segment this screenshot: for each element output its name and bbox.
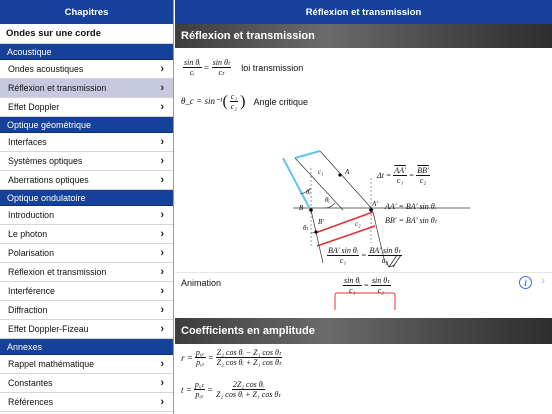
sidebar-item-label: Références [8,397,53,407]
sidebar-item-label: Effet Doppler [8,102,60,112]
sidebar-item[interactable] [0,133,173,152]
wavefront-diagram [175,48,552,310]
formula-aa: AA′ = BA′ sin θᵢ [385,202,436,211]
formula-r: r = $\frac{\text{p₀ᵣ}}{\text{p₀ᵢ}}$ = $\frac{\text{Z₂ cos θᵢ − Z₁ cos θₜ}}{\text{Z₂ cos θᵢ + Z₁ cos θₜ}}$ [181,348,282,367]
chevron-right-icon: › [160,396,164,408]
sidebar-item-label: Effet Doppler-Fizeau [8,324,89,334]
fraction: $\frac{\text{c₁}}{\text{c₂}}$ [230,92,238,111]
sidebar-item-ondes-corde[interactable] [0,24,173,44]
label-theta-i: θᵢ [306,188,311,196]
sidebar-item[interactable] [0,393,173,412]
sidebar-item-label: Réflexion et transmission [8,267,107,277]
formula-critical-angle: θ_c = sin⁻¹ ( $\frac{\text{c₁}}{\text{c₂}}$ ) Angle critique [181,92,308,111]
sidebar-item-label: Introduction [8,210,54,220]
sidebar-item[interactable] [0,225,173,244]
chevron-right-icon: › [160,358,164,370]
label-c1: c₁ [318,168,324,176]
point-A [338,173,341,176]
fraction: $\frac{\text{sin θᵢ}}{\text{cᵢ}}$ [184,58,201,77]
incident-ray [295,158,343,210]
section-banner-coefficients: Coefficients en amplitude [175,318,552,344]
chevron-right-icon: › [541,275,545,287]
sidebar-title: Chapitres [0,0,173,24]
label-B: B [299,204,304,212]
chevron-right-icon: › [160,209,164,221]
chevron-right-icon: › [160,285,164,297]
result-box [335,293,395,310]
formula-delta-t: Δt = $\frac{AA'}{\text{c₁}}$ = $\frac{BB'}{\text{c₂}}$ [377,166,429,185]
chevron-right-icon: › [160,174,164,186]
sidebar-section-header: Acoustique [0,44,173,60]
sidebar-item[interactable] [0,152,173,171]
section-banner-reflexion: Réflexion et transmission [175,24,552,48]
sidebar-item[interactable] [0,244,173,263]
formula-boxed: $\frac{\text{sin θᵢ}}{\text{c₁}}$ = $\frac{\text{sin θₜ}}{\text{c₂}}$ [344,276,390,295]
sidebar-section-header: Annexes [0,339,173,355]
sidebar-item-label: Ondes sur une corde [6,28,102,39]
formula-label: loi transmission [241,62,304,73]
chevron-right-icon: › [160,63,164,75]
sidebar-item[interactable] [0,171,173,190]
sidebar-item-label: Polarisation [8,248,54,258]
sidebar-item[interactable] [0,374,173,393]
label-theta-t: θₜ [303,224,309,232]
sidebar-item[interactable] [0,320,173,339]
sidebar-item[interactable] [0,79,173,98]
chevron-right-icon: › [160,155,164,167]
point-B [309,208,313,212]
formula-bb: BB′ = BA′ sin θₜ [385,216,438,225]
animation-row[interactable] [175,272,552,292]
formula-label: Angle critique [253,96,308,107]
reflexion-content [175,48,552,310]
sidebar-item[interactable] [0,282,173,301]
formula-t: t = $\frac{\text{p₀ₜ}}{\text{p₀ᵢ}}$ = $\frac{\text{2Z₂ cos θᵢ}}{\text{Z₂ cos θᵢ + Z₁ cos θₜ}}$ [181,380,281,399]
sidebar-item-label: Interférence [8,286,55,296]
label-c2: c₂ [355,220,361,228]
sidebar-item-label: Le photon [8,229,48,239]
sidebar-item-label: Interfaces [8,137,47,147]
chapters-sidebar [0,0,174,414]
sidebar-item-label: Réflexion et transmission [8,83,107,93]
point-Bp [314,230,317,233]
formula-equal-time: $\frac{\text{BA′ sin θᵢ}}{\text{c₁}}$ = $\frac{\text{BA′ sin θₜ}}{\text{c₂}}$ [328,246,401,265]
chevron-right-icon: › [160,323,164,335]
sidebar-item-label: Constantes [8,378,53,388]
chevron-right-icon: › [160,304,164,316]
sidebar-item[interactable] [0,60,173,79]
chevron-right-icon: › [160,247,164,259]
sidebar-item[interactable] [0,355,173,374]
sidebar-item-label: Aberrations optiques [8,175,89,185]
incident-wavefront [295,151,320,158]
nav-title: Réflexion et transmission [175,0,552,24]
sidebar-item[interactable] [0,98,173,117]
sidebar-item-label: Diffraction [8,305,48,315]
chevron-right-icon: › [160,266,164,278]
sidebar-item-label: Rappel mathématique [8,359,95,369]
incident-wavefront [283,158,311,211]
sidebar-section-header: Optique géométrique [0,117,173,133]
animation-label: Animation [181,277,222,288]
sidebar-item[interactable] [0,301,173,320]
chevron-right-icon: › [160,101,164,113]
chevron-right-icon: › [160,377,164,389]
chevron-right-icon: › [160,82,164,94]
chevron-right-icon: › [160,136,164,148]
fraction: $\frac{\text{sin θₜ}}{\text{cₜ}}$ [212,58,231,77]
label-Ap: A′ [372,200,378,208]
detail-pane [175,0,552,414]
label-Bp: B′ [318,218,324,226]
sidebar-item[interactable] [0,263,173,282]
point-Ap [369,208,373,212]
label-A: A [345,168,350,176]
sidebar-section-header: Optique ondulatoire [0,190,173,206]
chevron-right-icon: › [160,228,164,240]
info-icon[interactable]: i [519,276,532,289]
coefficients-content [175,344,552,414]
sidebar-item-label: Ondes acoustiques [8,64,84,74]
formula-snell: $\frac{\text{sin θᵢ}}{\text{cᵢ}}$ = $\frac{\text{sin θₜ}}{\text{cₜ}}$ loi transmission [184,58,304,77]
label-theta-i-2: θᵢ [325,196,330,204]
sidebar-item-label: Systèmes optiques [8,156,83,166]
sidebar-item[interactable] [0,206,173,225]
